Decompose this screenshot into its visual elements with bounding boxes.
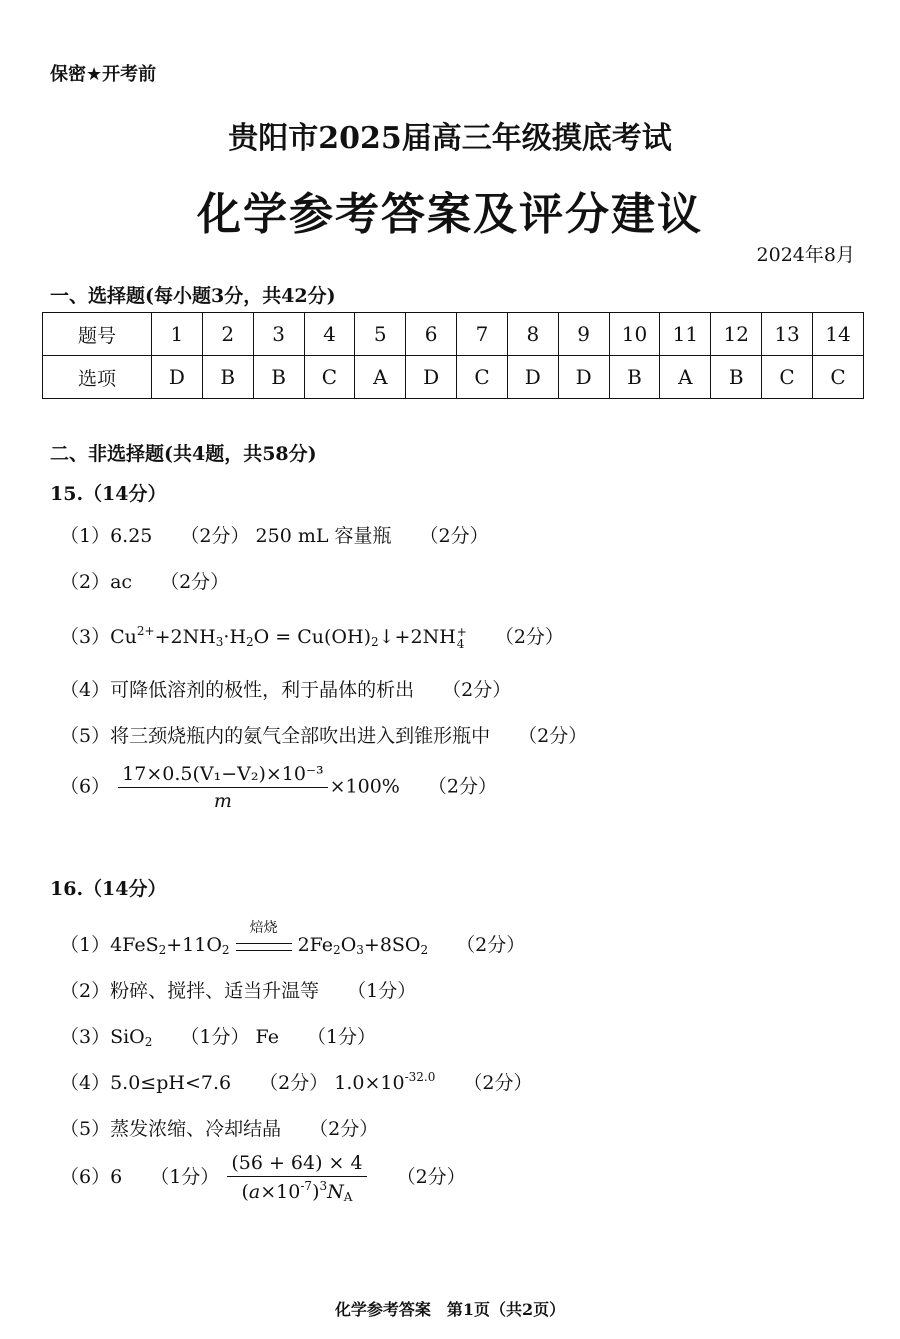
exam-title: 贵阳市2025届高三年级摸底考试 — [228, 121, 672, 156]
answer-table-number-row — [43, 313, 864, 356]
answer-choice: B — [253, 356, 304, 399]
part-label: （3） — [60, 1026, 111, 1048]
score-text: （2分） — [456, 934, 526, 956]
question-number: 9 — [558, 313, 609, 356]
answer-choice: B — [609, 356, 660, 399]
q16-part5 — [60, 1114, 378, 1141]
section-heading-nonchoice: 二、非选择题(共4题，共58分) — [50, 443, 317, 465]
answer-choice: C — [812, 356, 863, 399]
question-15-heading: 15.（14分） — [50, 483, 167, 505]
score-text: （2分） — [442, 679, 512, 701]
q16-part3 — [60, 1022, 376, 1049]
reaction-condition-sign — [236, 920, 292, 951]
answer-choice: B — [202, 356, 253, 399]
answer-choice: D — [152, 356, 203, 399]
reaction-condition: 焙烧 — [249, 920, 278, 936]
chemical-equation: $4FeS_2+11O_2$ 焙烧 $2Fe_2O_3+8SO_2$ — [110, 934, 428, 956]
answer-text: ac — [110, 571, 133, 593]
question-number: 14 — [812, 313, 863, 356]
answer-text: 将三颈烧瓶内的氨气全部吹出进入到锥形瓶中 — [110, 725, 491, 747]
part-label: （5） — [60, 1118, 111, 1140]
q15-part3 — [60, 622, 564, 650]
question-number: 6 — [406, 313, 457, 356]
part-label: （1） — [60, 934, 111, 956]
row-label-answer: 选项 — [43, 356, 152, 399]
fraction-denominator: m — [213, 790, 232, 812]
fraction-denominator: $(a\times 10^{-7})^3N_A$ — [241, 1179, 353, 1204]
answer-table-answer-row — [43, 356, 864, 399]
question-number: 1 — [152, 313, 203, 356]
exponent: -32.0 — [404, 1070, 436, 1084]
q15-part2 — [60, 567, 229, 594]
answer-text: 可降低溶剂的极性，利于晶体的析出 — [110, 679, 415, 701]
question-number: 11 — [660, 313, 711, 356]
score-text: （1分） — [150, 1166, 220, 1188]
score-text: （2分） — [463, 1072, 533, 1094]
answer-text: 250 mL 容量瓶 — [255, 525, 392, 547]
score-text: （2分） — [427, 775, 497, 798]
part-label: （2） — [60, 980, 111, 1002]
score-text: （2分） — [518, 725, 588, 747]
row-label-question-number: 题号 — [43, 313, 152, 356]
score-text: （2分） — [419, 525, 489, 547]
score-text: （2分） — [259, 1072, 329, 1094]
part-label: （4） — [60, 679, 111, 701]
answer-choice: D — [507, 356, 558, 399]
answer-choice: C — [457, 356, 508, 399]
part-label: （1） — [60, 525, 111, 547]
q16-part4 — [60, 1068, 532, 1095]
q16-part6 — [60, 1152, 466, 1204]
part-label: （3） — [60, 626, 111, 648]
question-number: 13 — [762, 313, 813, 356]
answer-table — [42, 312, 864, 399]
q15-part6 — [60, 763, 497, 812]
score-text: （2分） — [160, 571, 230, 593]
answer-choice: D — [558, 356, 609, 399]
page-footer: 化学参考答案 第1页（共2页） — [334, 1300, 566, 1319]
fraction-formula — [227, 1152, 366, 1204]
fraction-numerator: (56 + 64) × 4 — [227, 1152, 366, 1177]
fraction-formula — [118, 763, 327, 812]
chemical-equation: $Cu^{2+}+2NH_3\cdot H_2O$ = $Cu(OH)_2↓+2NH$ + 4 — [110, 624, 467, 651]
question-number: 4 — [304, 313, 355, 356]
answer-choice: D — [406, 356, 457, 399]
answer-text: 粉碎、搅拌、适当升温等 — [110, 980, 320, 1002]
score-text: （1分） — [306, 1026, 377, 1048]
answer-text: SiO$_2$ — [110, 1026, 153, 1049]
q16-part1 — [60, 920, 526, 957]
answer-text: 蒸发浓缩、冷却结晶 — [110, 1118, 282, 1140]
part-label: （4） — [60, 1072, 111, 1094]
question-number: 2 — [202, 313, 253, 356]
confidential-mark: 保密★开考前 — [50, 64, 157, 85]
answer-choice: C — [304, 356, 355, 399]
formula-tail: ×100% — [329, 775, 400, 798]
answer-text: $1.0\times 10^{-32.0}$ — [334, 1070, 436, 1094]
document-title: 化学参考答案及评分建议 — [197, 189, 703, 240]
answer-text: 5.0≤pH<7.6 — [110, 1072, 232, 1094]
score-text: （2分） — [396, 1166, 466, 1188]
question-number: 12 — [711, 313, 762, 356]
q15-part5 — [60, 721, 587, 748]
section-heading-choice: 一、选择题(每小题3分，共42分) — [50, 285, 336, 307]
answer-text: 6 — [110, 1166, 123, 1188]
part-label: （5） — [60, 725, 111, 747]
question-number: 10 — [609, 313, 660, 356]
document-date: 2024年8月 — [756, 244, 855, 266]
answer-choice: B — [711, 356, 762, 399]
answer-text: Fe — [255, 1026, 279, 1048]
part-label: （2） — [60, 571, 111, 593]
fraction-numerator: 17×0.5(V₁−V₂)×10⁻³ — [118, 763, 327, 788]
score-text: （1分） — [180, 1026, 250, 1048]
answer-choice: A — [660, 356, 711, 399]
score-text: （2分） — [180, 525, 250, 547]
q15-part4 — [60, 675, 511, 702]
answer-choice: A — [355, 356, 406, 399]
part-label: （6） — [60, 1166, 111, 1188]
question-number: 7 — [457, 313, 508, 356]
question-number: 5 — [355, 313, 406, 356]
question-number: 8 — [507, 313, 558, 356]
part-label: （6） — [60, 775, 111, 798]
answer-choice: C — [762, 356, 813, 399]
q16-part2 — [60, 976, 416, 1003]
score-text: （2分） — [309, 1118, 379, 1140]
score-text: （1分） — [347, 980, 417, 1002]
q15-part1 — [60, 521, 489, 548]
score-text: （2分） — [494, 626, 564, 648]
answer-text: 6.25 — [110, 525, 153, 547]
question-16-heading: 16.（14分） — [50, 878, 167, 900]
question-number: 3 — [253, 313, 304, 356]
